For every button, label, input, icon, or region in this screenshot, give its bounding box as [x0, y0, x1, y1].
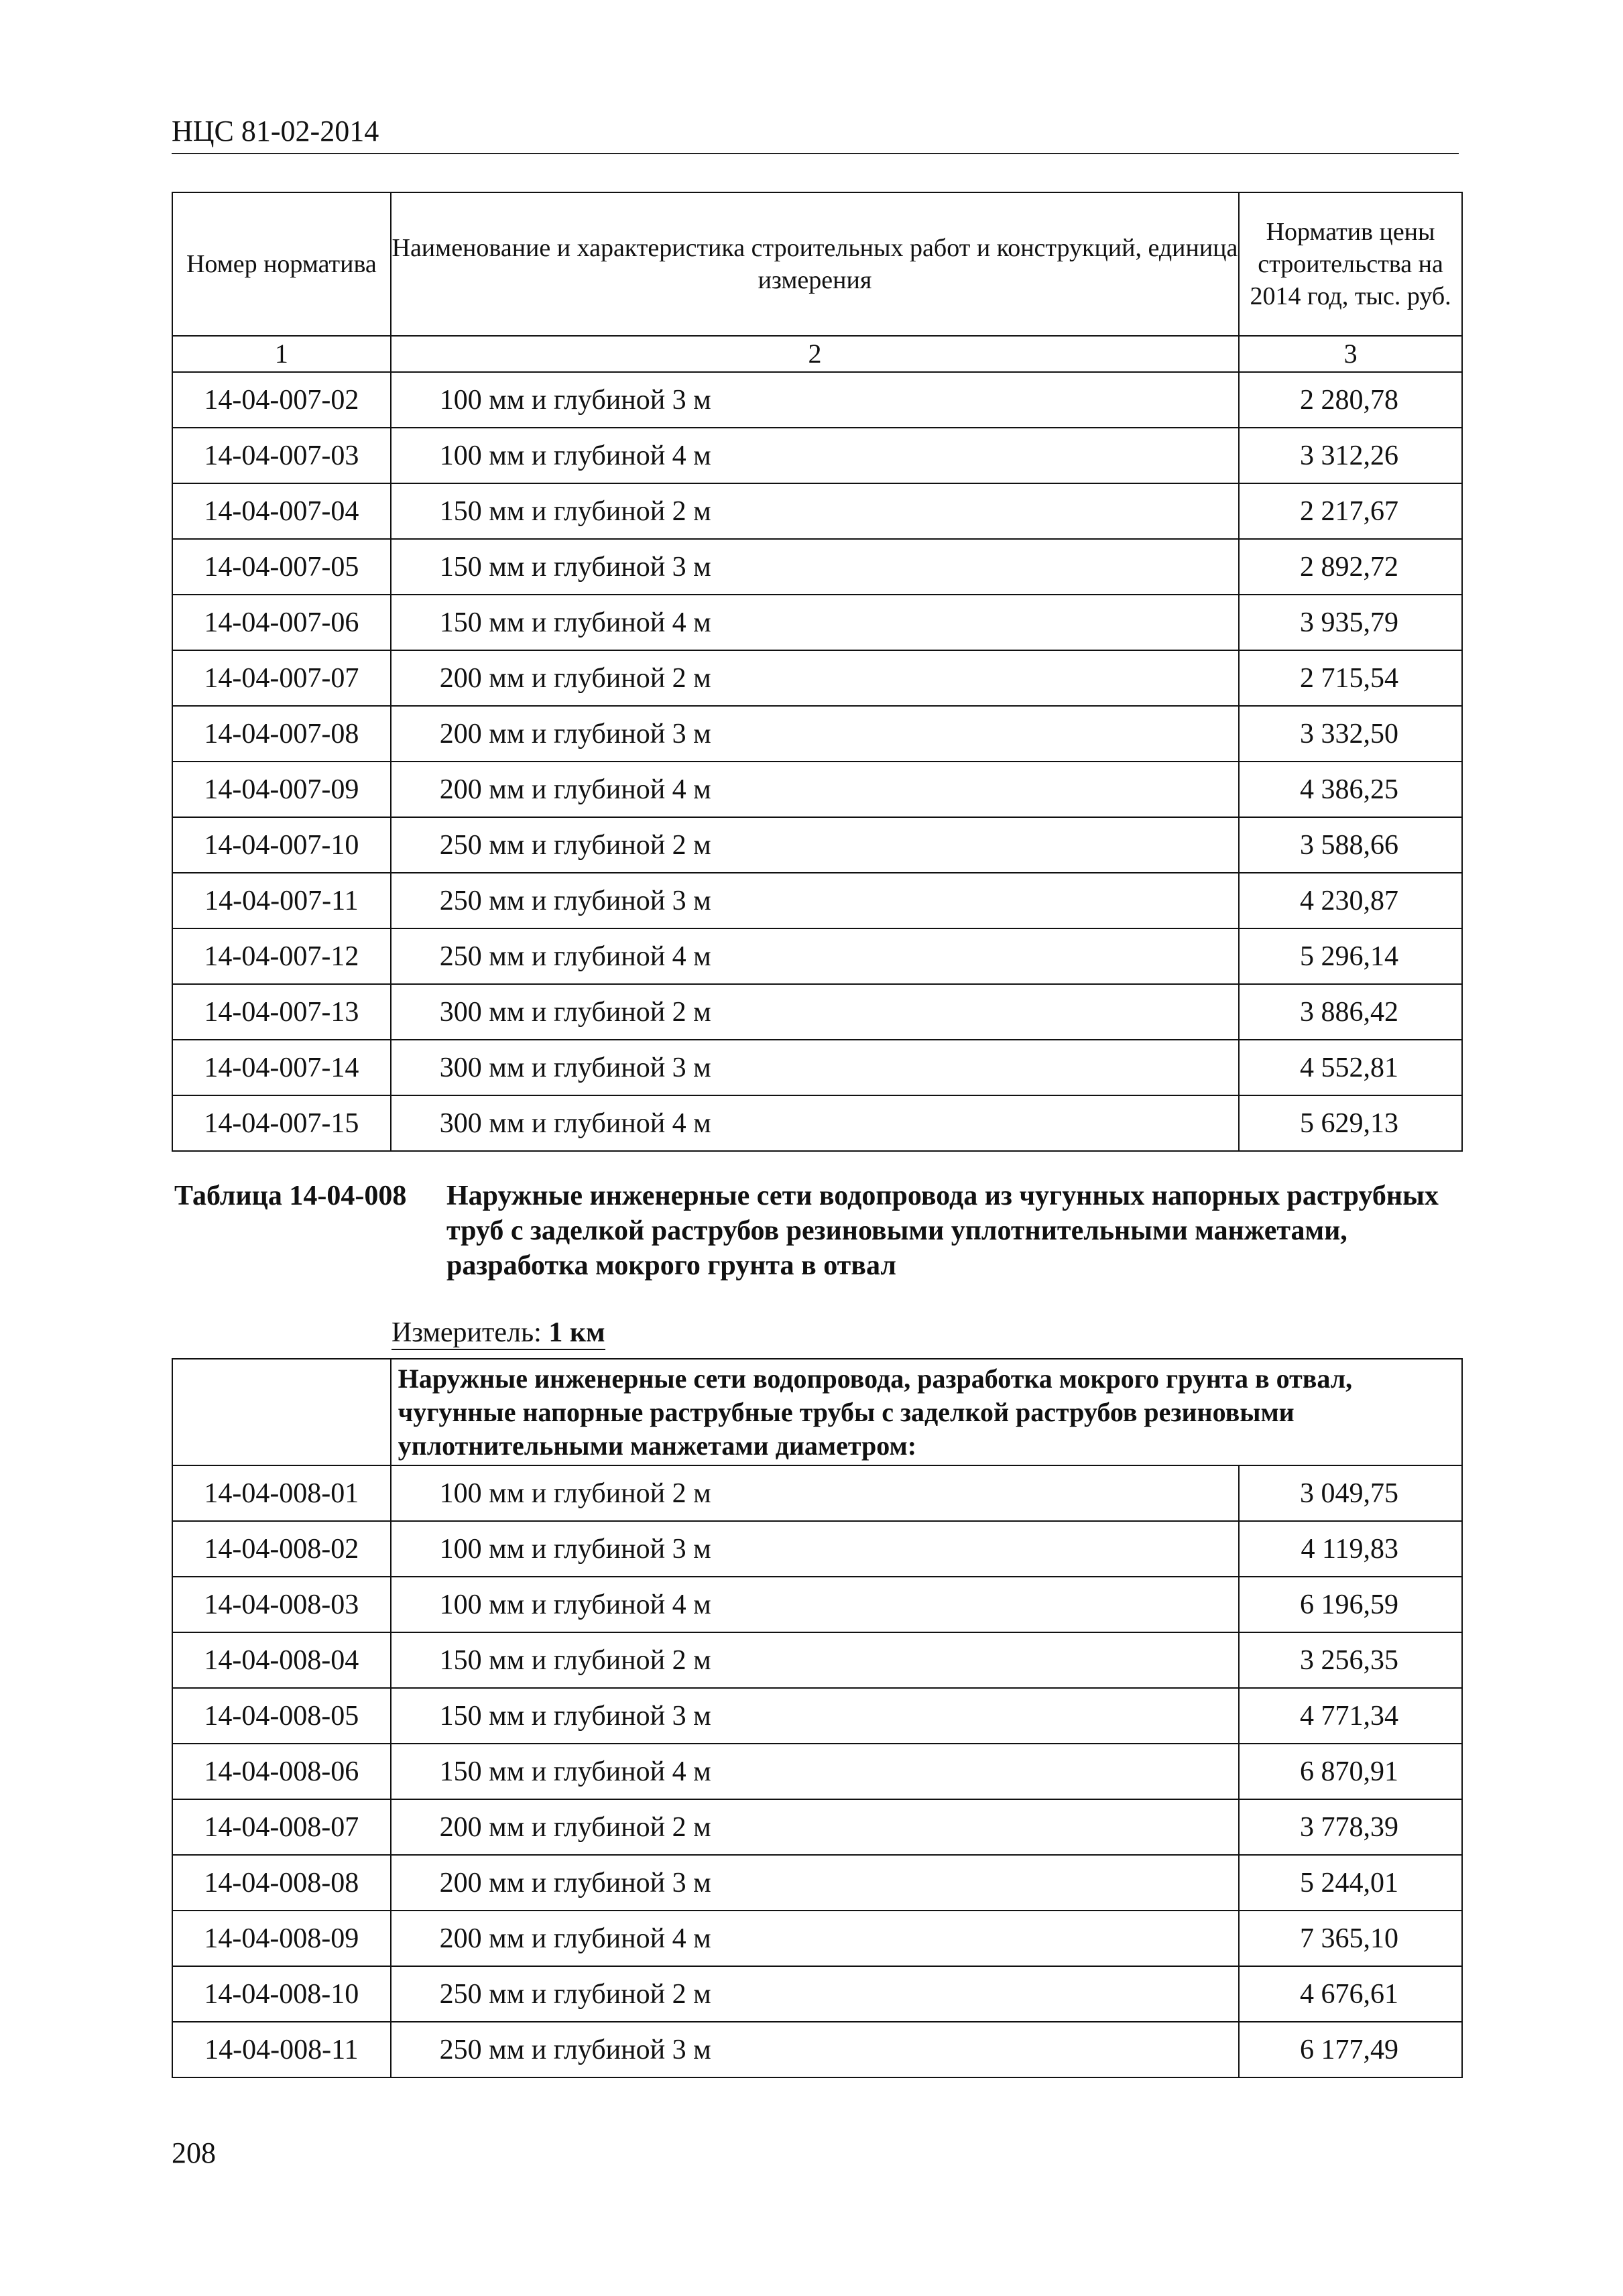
unit-label: Измеритель:	[392, 1317, 542, 1348]
norms-table-008	[172, 1358, 1463, 2078]
price-cell: 2 217,67	[1239, 483, 1462, 539]
column-number: 3	[1239, 336, 1462, 372]
price-cell: 3 312,26	[1239, 428, 1462, 483]
norm-code-cell: 14-04-008-02	[172, 1521, 391, 1577]
work-description-cell: 250 мм и глубиной 3 м	[391, 2022, 1240, 2077]
table-row	[172, 1095, 1462, 1151]
table-row	[172, 372, 1462, 428]
price-cell: 6 177,49	[1239, 2022, 1462, 2077]
work-description-cell: 250 мм и глубиной 2 м	[391, 817, 1239, 873]
work-description-cell: 150 мм и глубиной 4 м	[391, 595, 1239, 650]
work-description-cell: 200 мм и глубиной 4 м	[391, 762, 1239, 817]
table-row	[172, 928, 1462, 984]
norm-code-cell: 14-04-008-04	[172, 1632, 391, 1688]
work-description-cell: 100 мм и глубиной 4 м	[391, 1577, 1240, 1632]
document-code: НЦС 81-02-2014	[172, 115, 379, 147]
norm-code-cell: 14-04-007-03	[172, 428, 391, 483]
table-row	[172, 2022, 1462, 2077]
norm-code-cell: 14-04-007-10	[172, 817, 391, 873]
unit-of-measure	[392, 1317, 605, 1350]
price-cell: 5 629,13	[1239, 1095, 1462, 1151]
work-description-cell: 150 мм и глубиной 2 м	[391, 483, 1239, 539]
price-cell: 3 886,42	[1239, 984, 1462, 1040]
norm-code-cell: 14-04-008-09	[172, 1911, 391, 1966]
norm-code-cell: 14-04-007-04	[172, 483, 391, 539]
norm-code-cell: 14-04-007-02	[172, 372, 391, 428]
table-row	[172, 1632, 1462, 1688]
work-description-cell: 300 мм и глубиной 4 м	[391, 1095, 1239, 1151]
norm-code-cell: 14-04-007-08	[172, 706, 391, 762]
price-cell: 3 588,66	[1239, 817, 1462, 873]
page-number: 208	[172, 2136, 216, 2169]
price-cell: 5 296,14	[1239, 928, 1462, 984]
work-description-cell: 150 мм и глубиной 3 м	[391, 539, 1239, 595]
norm-code-cell: 14-04-007-06	[172, 595, 391, 650]
norm-code-cell: 14-04-008-05	[172, 1688, 391, 1744]
work-description-cell: 100 мм и глубиной 4 м	[391, 428, 1239, 483]
column-header-number: Номер норматива	[172, 192, 391, 336]
table-row	[172, 1040, 1462, 1095]
table-row	[172, 1855, 1462, 1911]
work-description-cell: 300 мм и глубиной 2 м	[391, 984, 1239, 1040]
work-description-cell: 150 мм и глубиной 3 м	[391, 1688, 1240, 1744]
price-cell: 5 244,01	[1239, 1855, 1462, 1911]
price-cell: 4 386,25	[1239, 762, 1462, 817]
unit-value: 1 км	[548, 1317, 605, 1348]
price-cell: 2 892,72	[1239, 539, 1462, 595]
column-header-price: Норматив цены строительства на 2014 год, тыс. руб.	[1239, 192, 1462, 336]
column-number: 1	[172, 336, 391, 372]
price-cell: 3 935,79	[1239, 595, 1462, 650]
norm-code-cell: 14-04-008-08	[172, 1855, 391, 1911]
price-cell: 7 365,10	[1239, 1911, 1462, 1966]
norm-code-cell: 14-04-008-11	[172, 2022, 391, 2077]
table-row	[172, 650, 1462, 706]
table-row	[172, 1577, 1462, 1632]
price-cell: 2 280,78	[1239, 372, 1462, 428]
norm-code-cell: 14-04-007-05	[172, 539, 391, 595]
table-row	[172, 483, 1462, 539]
column-numbers-row	[172, 336, 1462, 372]
price-cell: 4 552,81	[1239, 1040, 1462, 1095]
table-row	[172, 1521, 1462, 1577]
group-empty-cell	[172, 1359, 391, 1465]
price-cell: 6 870,91	[1239, 1744, 1462, 1799]
norm-code-cell: 14-04-007-11	[172, 873, 391, 928]
work-description-cell: 200 мм и глубиной 3 м	[391, 706, 1239, 762]
table-row	[172, 1966, 1462, 2022]
work-description-cell: 250 мм и глубиной 4 м	[391, 928, 1239, 984]
work-description-cell: 150 мм и глубиной 4 м	[391, 1744, 1240, 1799]
work-description-cell: 150 мм и глубиной 2 м	[391, 1632, 1240, 1688]
table-row	[172, 428, 1462, 483]
table-row	[172, 984, 1462, 1040]
norm-code-cell: 14-04-007-15	[172, 1095, 391, 1151]
table-row	[172, 873, 1462, 928]
price-cell: 2 715,54	[1239, 650, 1462, 706]
work-description-cell: 100 мм и глубиной 2 м	[391, 1465, 1240, 1521]
group-header-row	[172, 1359, 1462, 1465]
work-description-cell: 200 мм и глубиной 4 м	[391, 1911, 1240, 1966]
table-row	[172, 595, 1462, 650]
table-row	[172, 762, 1462, 817]
norm-code-cell: 14-04-007-09	[172, 762, 391, 817]
work-description-cell: 250 мм и глубиной 3 м	[391, 873, 1239, 928]
price-cell: 4 771,34	[1239, 1688, 1462, 1744]
work-description-cell: 100 мм и глубиной 3 м	[391, 1521, 1240, 1577]
price-cell: 6 196,59	[1239, 1577, 1462, 1632]
table-caption-text: Наружные инженерные сети водопровода из чугунных напорных раструбных труб с заделкой раструбов резиновыми уплотнительными манжетами, разработка мокрого грунта в отвал	[446, 1181, 1439, 1281]
work-description-cell: 200 мм и глубиной 2 м	[391, 1799, 1240, 1855]
table-row	[172, 817, 1462, 873]
norm-code-cell: 14-04-008-03	[172, 1577, 391, 1632]
norms-table-007	[172, 192, 1463, 1152]
work-description-cell: 200 мм и глубиной 2 м	[391, 650, 1239, 706]
table-row	[172, 1744, 1462, 1799]
table-row	[172, 1911, 1462, 1966]
table-row	[172, 539, 1462, 595]
column-header-name: Наименование и характеристика строительных работ и конструкций, единица измерения	[391, 192, 1239, 336]
table-row	[172, 1688, 1462, 1744]
table-caption-label: Таблица 14-04-008	[174, 1181, 407, 1211]
norm-code-cell: 14-04-008-06	[172, 1744, 391, 1799]
price-cell: 4 676,61	[1239, 1966, 1462, 2022]
norm-code-cell: 14-04-007-12	[172, 928, 391, 984]
page-header	[172, 113, 1459, 154]
work-description-cell: 300 мм и глубиной 3 м	[391, 1040, 1239, 1095]
norm-code-cell: 14-04-008-10	[172, 1966, 391, 2022]
table-header-row	[172, 192, 1462, 336]
norm-code-cell: 14-04-008-07	[172, 1799, 391, 1855]
price-cell: 3 049,75	[1239, 1465, 1462, 1521]
norm-code-cell: 14-04-007-14	[172, 1040, 391, 1095]
price-cell: 4 230,87	[1239, 873, 1462, 928]
price-cell: 3 332,50	[1239, 706, 1462, 762]
table-row	[172, 1799, 1462, 1855]
norm-code-cell: 14-04-007-07	[172, 650, 391, 706]
group-description: Наружные инженерные сети водопровода, разработка мокрого грунта в отвал, чугунные напорные раструбные трубы с заделкой раструбов резиновыми уплотнительными манжетами диаметром:	[391, 1359, 1462, 1465]
table-row	[172, 706, 1462, 762]
price-cell: 3 778,39	[1239, 1799, 1462, 1855]
work-description-cell: 200 мм и глубиной 3 м	[391, 1855, 1240, 1911]
price-cell: 3 256,35	[1239, 1632, 1462, 1688]
norm-code-cell: 14-04-008-01	[172, 1465, 391, 1521]
norm-code-cell: 14-04-007-13	[172, 984, 391, 1040]
table-row	[172, 1465, 1462, 1521]
price-cell: 4 119,83	[1239, 1521, 1462, 1577]
column-number: 2	[391, 336, 1239, 372]
work-description-cell: 250 мм и глубиной 2 м	[391, 1966, 1240, 2022]
work-description-cell: 100 мм и глубиной 3 м	[391, 372, 1239, 428]
